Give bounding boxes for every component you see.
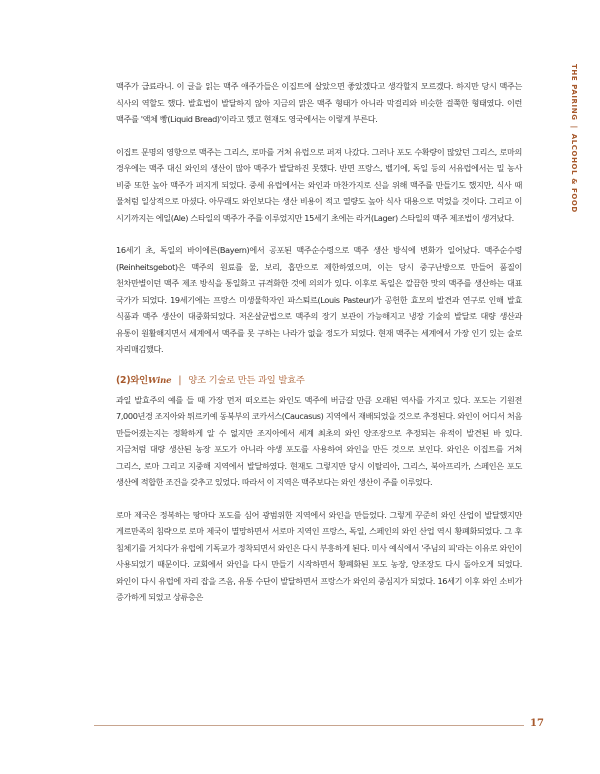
section-title-en: Wine xyxy=(147,375,172,386)
running-header-part1: THE PAIRING xyxy=(570,64,578,121)
section-heading xyxy=(116,374,522,388)
page-number: 17 xyxy=(530,718,544,729)
paragraph: 이집트 문명의 영향으로 맥주는 그리스, 로마를 거쳐 유럽으로 퍼져 나갔다. 그러나 포도 수확량이 많았던 그리스, 로마의 경우에는 맥주 대신 와인의 생산이 많아 맥주가 발달하진 못했다. 반면 프랑스, 벨기에, 독일 등의 서유럽에서는 밀 농사 비중 또한 높아 맥주가 퍼지게 되었다. 중세 유럽에서는 와인과 마찬가지로 신을 위해 맥주를 만들기도 했지만, 식사 때 물처럼 일상적으로 마셨다. 아무래도 와인보다는 생산 비용이 적고 열량도 높아 식사 대용으로 먹었을 것이다. 그리고 이 시기까지는 에일(Ale) 스타일의 맥주가 주를 이루었지만 15세기 초에는 라거(Lager) 스타일의 맥주 제조법이 생겨났다. xyxy=(116,146,522,223)
paragraph: 맥주가 급료라니. 이 글을 읽는 맥주 애주가들은 이집트에 살았으면 좋았겠다고 생각할지 모르겠다. 하지만 당시 맥주는 식사의 역할도 했다. 발효법이 발달하지 않아 지금의 맑은 맥주 형태가 아니라 막걸리와 비슷한 걸쭉한 형태였다. 이런 맥주를 '액체 빵(Liquid Bread)'이라고 했고 현재도 영국에서는 이렇게 부른다. xyxy=(116,81,522,124)
paragraph: 로마 제국은 정복하는 땅마다 포도를 심어 광범위한 지역에서 와인을 만들었다. 그렇게 꾸준히 와인 산업이 발달했지만 게르만족의 침략으로 로마 제국이 멸망하면서 서로마 지역인 프랑스, 독일, 스페인의 와인 산업 역시 황폐화되었다. 그 후 침체기를 거치다가 유럽에 기독교가 정착되면서 와인은 다시 부흥하게 된다. 미사 예식에서 '주님의 피'라는 이유로 와인이 사용되었기 때문이다. 교회에서 와인을 다시 만들기 시작하면서 황폐화된 포도 농장, 양조장도 다시 돌아오게 되었다. 와인이 다시 유럽에 자리 잡을 즈음, 유통 수단이 발달하면서 프랑스가 와인의 중심지가 되었다. 16세기 이후 와인 소비가 증가하게 되었고 상류층은 xyxy=(116,509,522,602)
section-subtitle: 양조 기술로 만든 과일 발효주 xyxy=(188,374,305,386)
paragraph: 16세기 초, 독일의 바이에른(Bayern)에서 공포된 맥주순수령으로 맥주 생산 방식에 변화가 일어났다. 맥주순수령(Reinheitsgebot)은 맥주의 원료를 물, 보리, 홉만으로 제한하였으며, 이는 당시 중구난방으로 만들어 품질이 천차만별이던 맥주 제조 방식을 통일화고 규격화한 것에 의의가 있다. 이후로 독일은 깔끔한 맛의 맥주를 생산하는 대표 국가가 되었다. 19세기에는 프랑스 미생물학자인 파스퇴르(Louis Pasteur)가 공헌한 효모의 발견과 연구로 인해 발효 식품과 맥주 생산이 대중화되었다. 저온살균법으로 맥주의 장기 보관이 가능해지고 냉장 기술의 발달로 대량 생산과 유통이 원활해지면서 세계에서 맥주를 못 구하는 나라가 없을 정도가 되었다. 현재 맥주는 세계에서 가장 인기 있는 술로 자리매김했다. xyxy=(116,245,522,354)
running-header-part2: ALCOHOL & FOOD xyxy=(570,133,578,213)
footer-rule xyxy=(94,725,524,726)
paragraph: 과일 발효주의 예를 들 때 가장 먼저 떠오르는 와인도 맥주에 버금갈 만큼 오래된 역사를 가지고 있다. 포도는 기원전 7,000년경 조지아와 튀르키예 동북부의 코카서스(Caucasus) 지역에서 재배되었을 것으로 추정된다. 와인이 어디서 처음 만들어졌는지는 정확하게 알 수 없지만 조지아에서 세계 최초의 와인 양조장으로 추정되는 유적이 발견된 바 있다. 지금처럼 대량 생산된 농장 포도가 아니라 야생 포도를 사용하여 와인을 만든 것으로 보인다. 와인은 이집트를 거쳐 그리스, 로마 그리고 지중해 지역에서 발달하였다. 현재도 그렇지만 당시 이탈리아, 그리스, 북아프리카, 스페인은 포도 생산에 적합한 조건을 갖추고 있었다. 따라서 이 지역은 맥주보다는 와인 생산이 주를 이루었다. xyxy=(116,394,522,487)
section-separator: | xyxy=(178,374,182,386)
running-header-vertical: THE PAIRING|ALCOHOL & FOOD xyxy=(570,64,578,213)
section-number-title: (2)와인 xyxy=(116,374,148,386)
body-text xyxy=(116,78,522,622)
